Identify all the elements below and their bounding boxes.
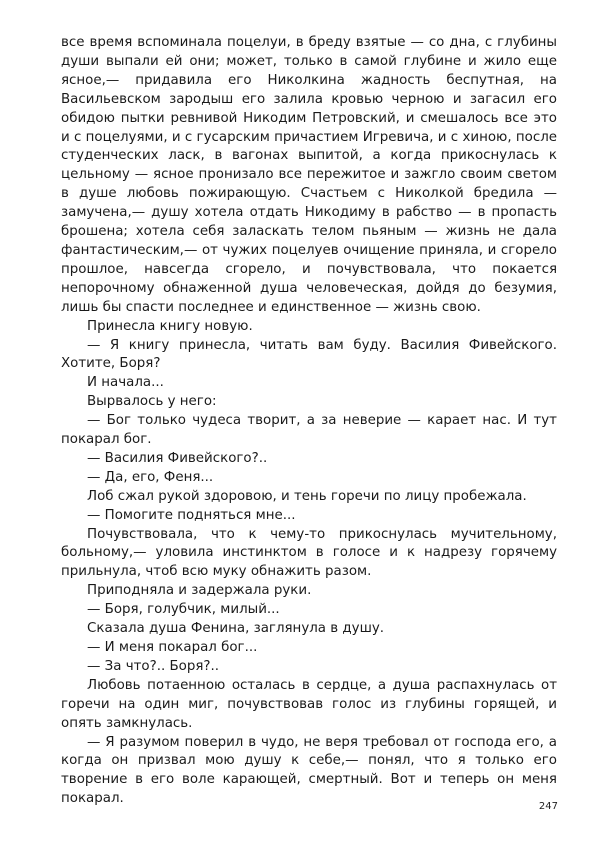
paragraph: — Я разумом поверил в чудо, не веря требовал от господа его, а когда он призвал мою душу к себе,— понял, что я только его творение в его воле карающей, смертный. Вот и теперь он меня покарал. bbox=[61, 734, 557, 807]
paragraph: Принесла книгу новую. bbox=[87, 318, 253, 334]
paragraph: — За что?.. Боря?.. bbox=[87, 658, 220, 674]
paragraph: все время вспоминала поцелуи, в бреду взятые — со дна, с глубины души выпали ей они; может, только в самой глубине и жило еще ясное,— придавила его Николкина жадность беспутная, на Васильевском зародыш его залила кровью черною и загасил его обидою пытки ревнивой Никодим Петровский, и смешалось все это и с поцелуями, и с гусарским причастием Игревича, и с хиною, после студенческих ласк, в вагонах выпитой, а когда прикоснулась к цельному — ясное пронизало все пережитое и зажгло своим светом в душе любовь пожирающую. Счастьем с Николкой бредила — замучена,— душу хотела отдать Никодиму в рабство — в пропасть брошена; хотела себя заласкать телом пьяным — жизнь не дала фантастическим,— от чужих поцелуев очищение приняла, и сгорело прошлое, навсегда сгорело, и почувствовала, что покается непорочному обнаженной душа человеческая, дойдя до безумия, лишь бы спасти последнее и единственное — жизнь свою. bbox=[61, 35, 557, 315]
paragraph: Лоб сжал рукой здоровою, и тень горечи по лицу пробежала. bbox=[87, 488, 527, 504]
paragraph: Сказала душа Фенина, заглянула в душу. bbox=[87, 621, 385, 637]
paragraph: Вырвалось у него: bbox=[87, 394, 217, 410]
paragraph: — И меня покарал бог... bbox=[87, 640, 258, 655]
paragraph: И начала... bbox=[87, 375, 164, 391]
page-number: 247 bbox=[538, 801, 558, 812]
paragraph: Любовь потаенною осталась в сердце, а душа распахнулась от горечи на один миг, почувствовав голос из глубины горящей, и опять замкнулась. bbox=[61, 677, 557, 731]
page-body bbox=[61, 34, 557, 809]
paragraph: — Василия Фивейского?.. bbox=[87, 450, 268, 466]
paragraph: — Да, его, Феня... bbox=[87, 469, 214, 485]
paragraph: — Боря, голубчик, милый... bbox=[87, 602, 280, 618]
paragraph: — Я книгу принесла, читать вам буду. Василия Фивейского. Хотите, Боря? bbox=[61, 337, 557, 372]
paragraph: Почувствовала, что к чему-то прикоснулась мучительному, больному,— уловила инстинктом в голосе и к надрезу горячему прильнула, чтоб всю муку обнажить разом. bbox=[61, 526, 557, 580]
paragraph: — Бог только чудеса творит, а за неверие — карает нас. И тут покарал бог. bbox=[61, 413, 557, 448]
paragraph: Приподняла и задержала руки. bbox=[87, 583, 312, 599]
paragraph: — Помогите подняться мне... bbox=[87, 507, 296, 523]
